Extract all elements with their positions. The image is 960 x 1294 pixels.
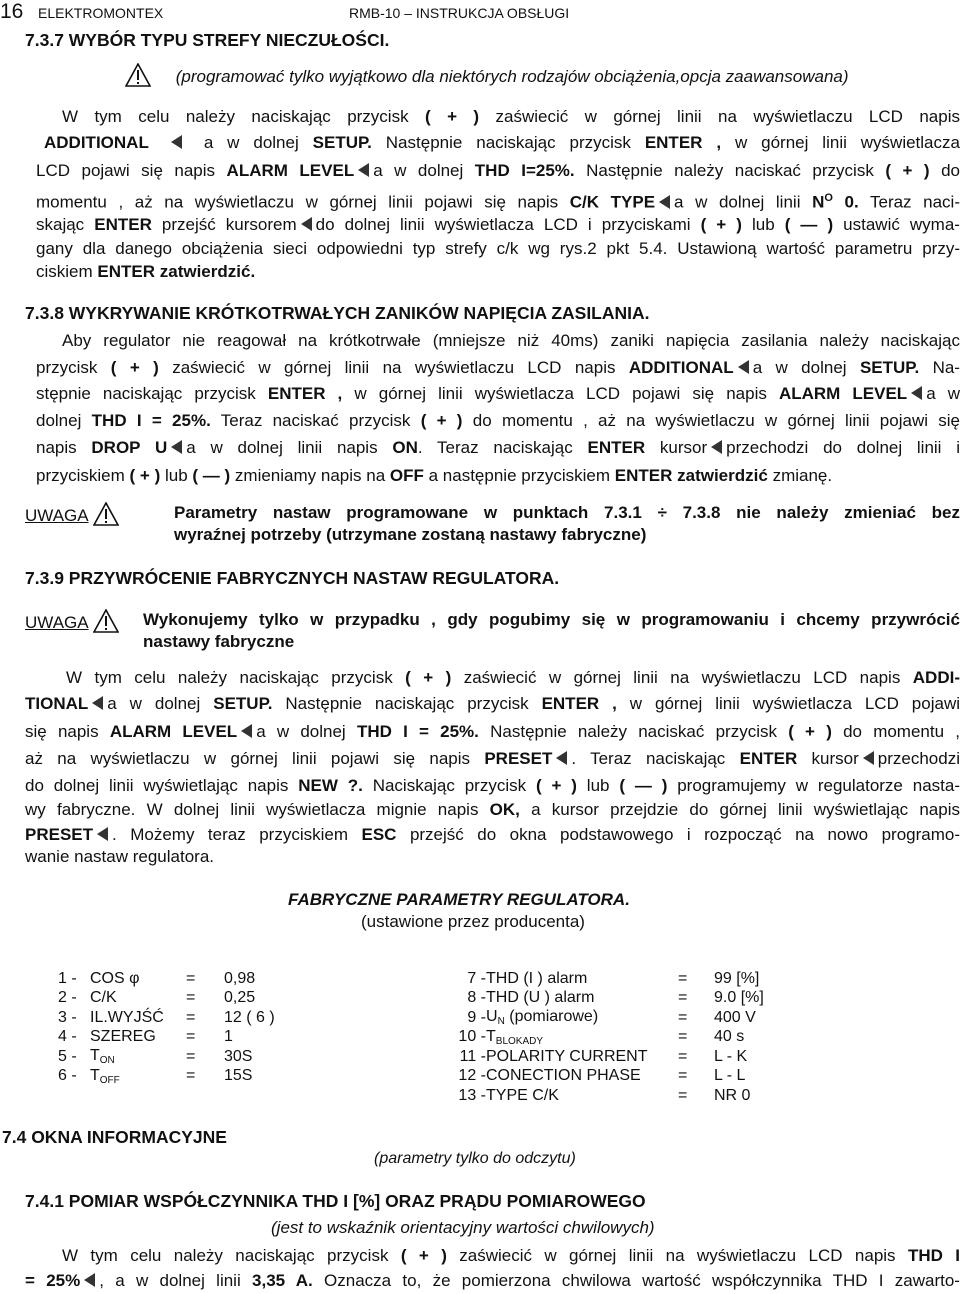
paragraph-line: Aby regulator nie reagował na krótkotrwałe (mniejsze niż 40ms) zaniki napięcia zasilania należy naciskając bbox=[62, 331, 960, 350]
table-row: 8 - THD (U ) alarm = 9.0 [%] bbox=[467, 989, 764, 1007]
section-title-74: 7.4 OKNA INFORMACYJNE bbox=[2, 1127, 227, 1147]
paragraph-line: wanie nastaw regulatora. bbox=[25, 847, 215, 866]
table-row: 9 - $U_N$ (pomiarowe) = 400 V bbox=[467, 1008, 756, 1028]
uwaga-label: UWAGA bbox=[25, 502, 119, 526]
header-doc: RMB-10 – INSTRUKCJA OBSŁUGI bbox=[349, 5, 570, 21]
cursor-arrow-icon bbox=[711, 440, 722, 454]
section-title-737: 7.3.7 WYBÓR TYPU STREFY NIECZUŁOŚCI. bbox=[25, 30, 390, 50]
uwaga-label: UWAGA bbox=[25, 609, 119, 633]
table-row: 13 - TYPE C/K = NR 0 bbox=[458, 1086, 751, 1104]
paragraph-line: TIONAL a w dolnej SETUP. Następnie naciskając przycisk ENTER , w górnej linii wyświetlacza LCD pojawi bbox=[25, 694, 960, 713]
paragraph-line: się napis ALARM LEVEL a w dolnej THD I = 25%. Następnie należy naciskać przycisk ( + ) do momentu , bbox=[25, 722, 960, 741]
cursor-arrow-icon bbox=[911, 386, 922, 400]
note-741: (jest to wskaźnik orientacyjny wartości chwilowych) bbox=[271, 1218, 655, 1237]
header-company: ELEKTROMONTEX bbox=[38, 5, 164, 21]
page-number: 16 bbox=[0, 0, 24, 23]
uwaga-text: wyraźnej potrzeby (utrzymane zostaną nastawy fabryczne) bbox=[174, 525, 647, 544]
table-row: 7 - THD (I ) alarm = 99 [%] bbox=[467, 969, 760, 987]
paragraph-line: ciskiem ENTER zatwierdzić. bbox=[36, 262, 256, 281]
table-row: 4 - SZEREG = 1 bbox=[58, 1028, 233, 1046]
cursor-arrow-icon bbox=[84, 1273, 95, 1287]
uwaga-text: Parametry nastaw programowane w punktach 7.3.1 ÷ 7.3.8 nie należy zmieniać bez bbox=[174, 503, 960, 522]
paragraph-line: stępnie naciskając przycisk ENTER , w górnej linii wyświetlacza LCD pojawi się napis ALARM LEVEL a w bbox=[36, 384, 960, 403]
paragraph-line: dolnej THD I = 25%. Teraz naciskać przycisk ( + ) do momentu , aż na wyświetlaczu w górnej linii pojawi się bbox=[36, 411, 960, 430]
paragraph-line: napis DROP U a w dolnej linii napis ON. Teraz naciskając ENTER kursor przechodzi do dolnej linii i bbox=[36, 438, 960, 457]
paragraph-line: W tym celu należy naciskając przycisk ( + ) zaświecić w górnej linii na wyświetlaczu LCD napis ADDI- bbox=[66, 668, 960, 687]
paragraph-line: skając ENTER przejść kursorem do dolnej linii wyświetlacza LCD i przyciskami ( + ) lub ( — ) ustawić wyma- bbox=[36, 215, 960, 234]
factory-params-right bbox=[445, 969, 764, 1106]
paragraph-line: PRESET . Możemy teraz przyciskiem ESC przejść do okna podstawowego i rozpocząć na nowo programo- bbox=[25, 825, 960, 844]
section-title-738: 7.3.8 WYKRYWANIE KRÓTKOTRWAŁYCH ZANIKÓW NAPIĘCIA ZASILANIA. bbox=[25, 303, 650, 323]
factory-title: FABRYCZNE PARAMETRY REGULATORA. bbox=[288, 890, 630, 909]
cursor-arrow-icon bbox=[556, 751, 567, 765]
table-row: 1 - COS φ = 0,98 bbox=[58, 969, 256, 987]
cursor-arrow-icon bbox=[301, 217, 312, 231]
note-737: (programować tylko wyjątkowo dla niektórych rodzajów obciążenia,opcja zaawansowana) bbox=[125, 63, 849, 87]
paragraph-line: ADDITIONAL a w dolnej SETUP. Następnie naciskając przycisk ENTER , w górnej linii wyświetlacza bbox=[44, 133, 960, 152]
cursor-arrow-icon bbox=[659, 195, 670, 209]
factory-params-left bbox=[58, 969, 275, 1086]
cursor-arrow-icon bbox=[863, 751, 874, 765]
note-74: (parametry tylko do odczytu) bbox=[374, 1150, 576, 1167]
cursor-arrow-icon bbox=[358, 163, 369, 177]
cursor-arrow-icon bbox=[738, 360, 749, 374]
uwaga-text: nastawy fabryczne bbox=[143, 632, 295, 651]
cursor-arrow-icon bbox=[97, 827, 108, 841]
table-row: 6 - $T_{OFF}$ = 15S bbox=[58, 1066, 253, 1086]
warning-icon bbox=[93, 502, 119, 526]
cursor-arrow-icon bbox=[171, 440, 182, 454]
paragraph-line: przyciskiem ( + ) lub ( — ) zmieniamy napis na OFF a następnie przyciskiem ENTER zatwierdzić zmianę. bbox=[36, 466, 833, 485]
paragraph-line: W tym celu należy naciskając przycisk ( + ) zaświecić w górnej linii na wyświetlaczu LCD napis bbox=[62, 107, 960, 126]
paragraph-line: W tym celu należy naciskając przycisk ( + ) zaświecić w górnej linii na wyświetlaczu LCD napis THD I bbox=[62, 1246, 960, 1265]
paragraph-line: wy fabryczne. W dolnej linii wyświetlacza mignie napis OK, a kursor przejdzie do górnej linii wyświetlając napis bbox=[25, 800, 960, 819]
cursor-arrow-icon bbox=[92, 696, 103, 710]
paragraph-line: aż na wyświetlaczu w górnej linii pojawi się napis PRESET . Teraz naciskając ENTER kursor przechodzi bbox=[25, 749, 960, 768]
paragraph-line: = 25% , a w dolnej linii 3,35 A. Oznacza to, że pomierzona chwilowa wartość współczynnika THD I zawarto- bbox=[25, 1271, 960, 1290]
cursor-arrow-icon bbox=[241, 724, 252, 738]
table-row: 3 - IL.WYJŚĆ = 12 ( 6 ) bbox=[58, 1008, 275, 1026]
factory-subtitle: (ustawione przez producenta) bbox=[361, 912, 585, 931]
cursor-arrow-icon bbox=[171, 135, 182, 149]
paragraph-line: gany dla danego obciążenia sieci odpowiedni typ strefy c/k wg rys.2 pkt 5.4. Ustawioną wartość parametru przy- bbox=[36, 239, 960, 258]
table-row: 5 - $T_{ON}$ = 30S bbox=[58, 1047, 253, 1067]
warning-icon bbox=[93, 609, 119, 633]
paragraph-line: LCD pojawi się napis ALARM LEVEL a w dolnej THD I=25%. Następnie należy naciskać przycisk ( + ) do bbox=[36, 161, 960, 180]
paragraph-line: do dolnej linii wyświetlając napis NEW ?. Naciskając przycisk ( + ) lub ( — ) programujemy w regulatorze nasta- bbox=[25, 776, 960, 795]
paragraph-line: momentu , aż na wyświetlaczu w górnej linii pojawi się napis C/K TYPE a w dolnej linii $N^O$ 0. Teraz naci- bbox=[36, 192, 960, 212]
uwaga-text: Wykonujemy tylko w przypadku , gdy pogubimy się w programowaniu i chcemy przywrócić bbox=[143, 610, 960, 629]
section-title-739: 7.3.9 PRZYWRÓCENIE FABRYCZNYCH NASTAW REGULATORA. bbox=[25, 568, 560, 588]
table-row: 12 - CONECTION PHASE = L - L bbox=[458, 1067, 746, 1085]
warning-icon bbox=[125, 63, 151, 87]
section-title-741: 7.4.1 POMIAR WSPÓŁCZYNNIKA THD I [%] ORAZ PRĄDU POMIAROWEGO bbox=[25, 1191, 646, 1211]
table-row: 2 - C/K = 0,25 bbox=[58, 989, 256, 1007]
table-row: 11 - POLARITY CURRENT = L - K bbox=[459, 1047, 748, 1065]
table-row: 10 - $T_{BLOKADY}$ = 40 s bbox=[458, 1027, 745, 1047]
paragraph-line: przycisk ( + ) zaświecić w górnej linii na wyświetlaczu LCD napis ADDITIONAL a w dolnej SETUP. Na- bbox=[36, 358, 960, 377]
